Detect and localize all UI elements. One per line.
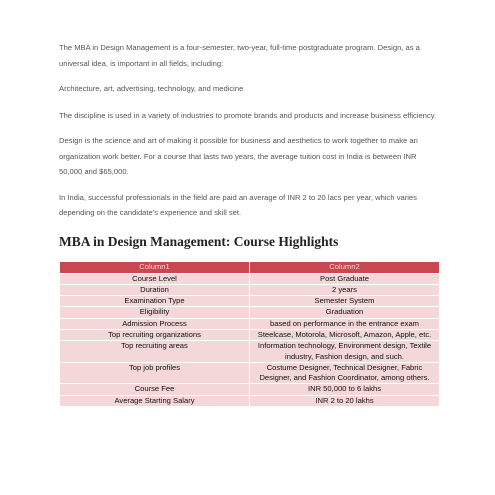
design-definition-paragraph: Design is the science and art of making it possible for business and aesthetics to work together to make an organization work better. For a course that lasts two years, the average tuition cost in India is between INR 50,000 and $65,000. [59, 136, 418, 176]
table-row [60, 273, 440, 284]
table-cell-value: INR 50,000 to 6 lakhs [250, 384, 440, 395]
table-row [60, 362, 440, 384]
salary-paragraph: In India, successful professionals in the field are paid an average of INR 2 to 20 lacs per year, which varies depending on the candidate's experience and skill set. [59, 192, 417, 217]
intro-paragraph: The MBA in Design Management is a four-semester, two-year, full-time postgraduate program. Design, as a universal idea, is important in all fields, including: [59, 43, 420, 68]
table-cell-label: Duration [60, 284, 250, 295]
table-row [60, 318, 440, 329]
table-row [60, 307, 440, 318]
table-cell-value: based on performance in the entrance exam [250, 318, 440, 329]
table-row [60, 296, 440, 307]
table-cell-value: Information technology, Environment design, Textile industry, Fashion design, and such. [250, 341, 440, 363]
table-cell-label: Admission Process [60, 318, 250, 329]
article-body [59, 40, 439, 407]
table-cell-value: Semester System [250, 296, 440, 307]
table-cell-value: Graduation [250, 307, 440, 318]
table-cell-value: 2 years [250, 284, 440, 295]
table-row [60, 395, 440, 406]
table-row [60, 384, 440, 395]
table-row [60, 329, 440, 340]
fields-list-paragraph: Architecture, art, advertising, technology, and medicine [59, 84, 244, 93]
table-header-row [60, 261, 440, 273]
discipline-paragraph: The discipline is used in a variety of industries to promote brands and products and increase business efficiency. [59, 110, 437, 120]
table-cell-label: Eligibility [60, 307, 250, 318]
table-row [60, 284, 440, 295]
table-cell-label: Top job profiles [60, 362, 250, 384]
table-cell-label: Average Starting Salary [60, 395, 250, 406]
table-cell-value: Post Graduate [250, 273, 440, 284]
table-cell-label: Top recruiting areas [60, 341, 250, 363]
table-cell-value: Steelcase, Motorola, Microsoft, Amazon, Apple, etc. [250, 329, 440, 340]
table-cell-label: Top recruiting organizations [60, 329, 250, 340]
table-cell-value: Costume Designer, Technical Designer, Fabric Designer, and Fashion Coordinator, among others. [250, 362, 440, 384]
table-cell-label: Examination Type [60, 296, 250, 307]
table-cell-label: Course Level [60, 273, 250, 284]
section-title: MBA in Design Management: Course Highlights [59, 233, 339, 249]
course-highlights-table [59, 261, 440, 408]
table-header-cell: Column1 [60, 261, 250, 273]
table-row [60, 341, 440, 363]
table-header-cell: Column2 [250, 261, 440, 273]
table-cell-value: INR 2 to 20 lakhs [250, 395, 440, 406]
table-cell-label: Course Fee [60, 384, 250, 395]
